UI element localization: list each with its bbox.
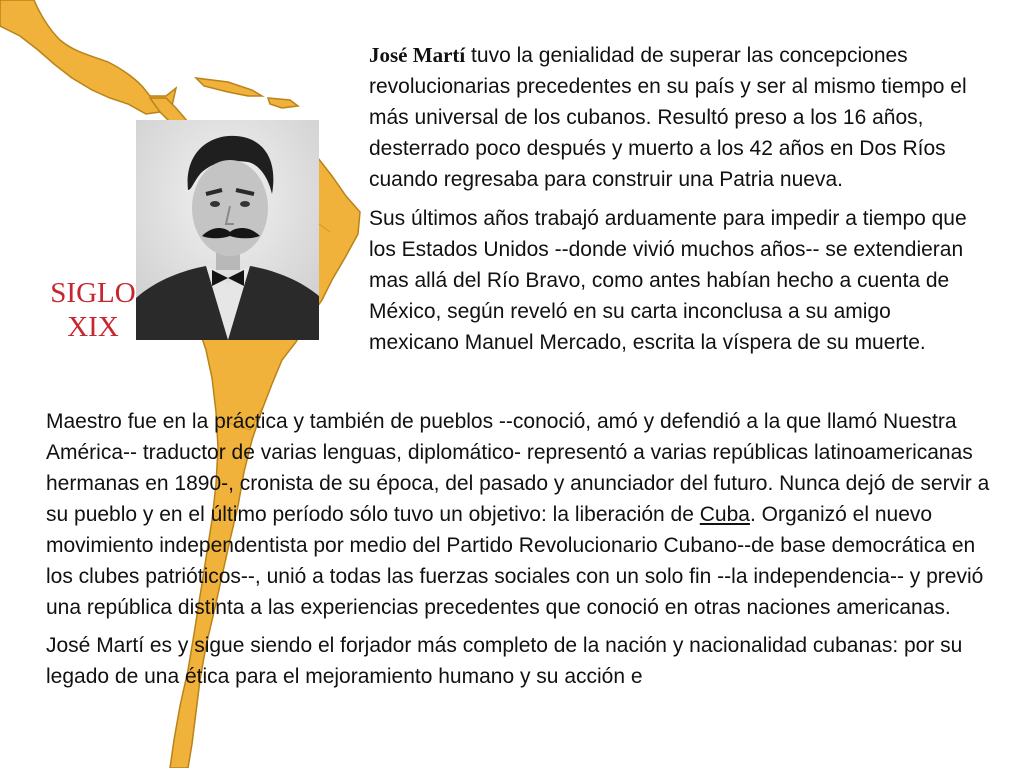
body-paragraph-1 bbox=[46, 406, 996, 623]
siglo-line1: SIGLO bbox=[50, 277, 136, 309]
intro-paragraph-2: Sus últimos años trabajó arduamente para impedir a tiempo que los Estados Unidos --donde vivió muchos años-- se extendieran mas allá del Río Bravo, como antes habían hecho a cuenta de México, según reveló en su carta inconclusa a su amigo mexicano Manuel Mercado, escrita la víspera de su muerte. bbox=[369, 207, 967, 354]
cuba-shape bbox=[196, 78, 262, 96]
body-paragraph-1-before: Maestro fue en la práctica y también de pueblos --conoció, amó y defendió a la que llamó Nuestra América-- traductor de varias lenguas, diplomático- representó a varias repúblicas latinoamericanas hermanas en 1890-, cronista de su época, del pasado y anunciador del futuro. Nunca dejó de servir a su pueblo y en el último período sólo tuvo un objetivo: la liberación de bbox=[46, 410, 990, 526]
mexico-shape bbox=[0, 0, 176, 114]
jose-marti-name: José Martí bbox=[369, 43, 466, 67]
body-paragraph-2: José Martí es y sigue siendo el forjador más completo de la nación y nacionalidad cubanas: por su legado de una ética para el mejoramiento humano y su acción e bbox=[46, 634, 963, 688]
cuba-link[interactable]: Cuba bbox=[699, 503, 750, 526]
intro-paragraph-1-text: tuvo la genialidad de superar las concepciones revolucionarias precedentes en su país y ser al mismo tiempo el más universal de los cubanos. Resultó preso a los 16 años, desterrado poco después y muerto a los 42 años en Dos Ríos cuando regresaba para construir una Patria nueva. bbox=[369, 44, 967, 191]
intro-paragraph-1 bbox=[369, 40, 984, 195]
body-text-block bbox=[46, 406, 996, 699]
jose-marti-portrait-image bbox=[136, 120, 319, 340]
siglo-line2: XIX bbox=[67, 311, 119, 343]
siglo-xix-label bbox=[38, 276, 148, 344]
intro-text-block bbox=[369, 40, 984, 366]
body-paragraph-1-after: . Organizó el nuevo movimiento independentista por medio del Partido Revolucionario Cubano--de base democrática en los clubes patrióticos--, unió a todas las fuerzas sociales con un solo fin --la independencia-- y previó una república distinta a las experiencias precedentes que conoció en otras naciones americanas. bbox=[46, 503, 984, 619]
hispaniola-shape bbox=[268, 98, 298, 108]
